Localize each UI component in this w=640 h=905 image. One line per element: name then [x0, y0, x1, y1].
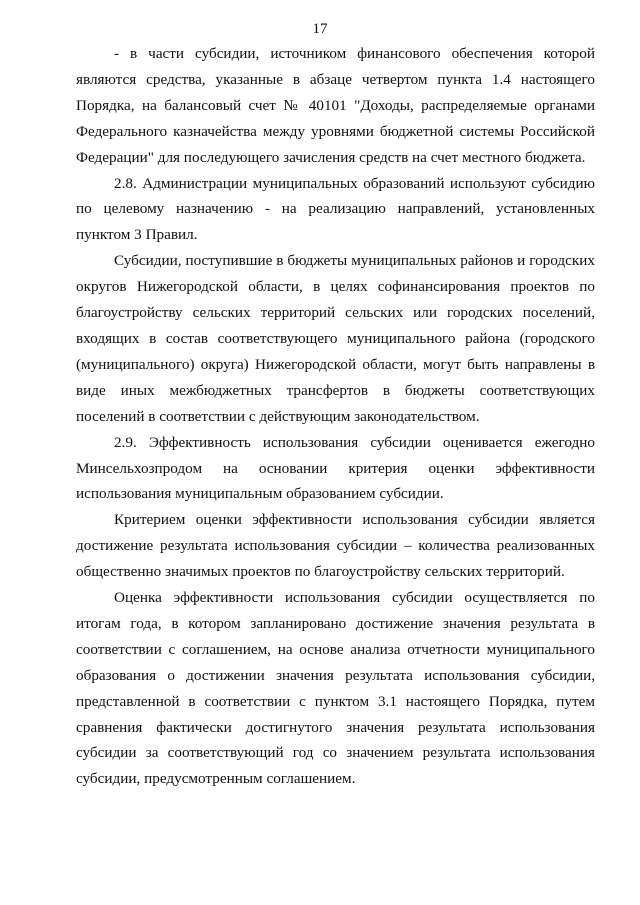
paragraph-2-8: 2.8. Администрации муниципальных образований используют субсидию по целевому назначению - на реализацию направлений, установленных пунктом 3 Правил.: [76, 174, 595, 244]
paragraph-efficiency-criterion: Критерием оценки эффективности использования субсидии является достижение результата использования субсидии – количества реализованных общественно значимых проектов по благоустройству сельских территорий.: [76, 511, 595, 581]
page-number: 17: [312, 21, 328, 37]
document-body: [76, 41, 595, 792]
paragraph-subsidy-transfer: - в части субсидии, источником финансового обеспечения которой являются средства, указанные в абзаце четвертом пункта 1.4 настоящего Порядка, на балансовый счет № 40101 "Доходы, распределяемые органами Федерального казначейства между уровнями бюджетной системы Российской Федерации" для последующего зачисления средств на счет местного бюджета.: [76, 45, 595, 166]
paragraph-efficiency-assessment: Оценка эффективности использования субсидии осуществляется по итогам года, в котором запланировано достижение значения результата в соответствии с соглашением, на основе анализа отчетности муниципального образования о достижении значения результата использования субсидии, представленной в соответствии с пунктом 3.1 настоящего Порядка, путем сравнения фактически достигнутого значения результата использования субсидии за соответствующий год со значением результата использования субсидии, предусмотренным соглашением.: [76, 589, 595, 788]
paragraph-interbudget-transfers: Субсидии, поступившие в бюджеты муниципальных районов и городских округов Нижегородской области, в целях софинансирования проектов по благоустройству сельских территорий сельских или городских поселений, входящих в состав соответствующего муниципального района (городского (муниципального) округа) Нижегородской области, могут быть направлены в виде иных межбюджетных трансфертов в бюджеты соответствующих поселений в соответствии с действующим законодательством.: [76, 252, 595, 425]
paragraph-2-9: 2.9. Эффективность использования субсидии оценивается ежегодно Минсельхозпродом на основании критерия оценки эффективности использования муниципальным образованием субсидии.: [76, 433, 595, 503]
